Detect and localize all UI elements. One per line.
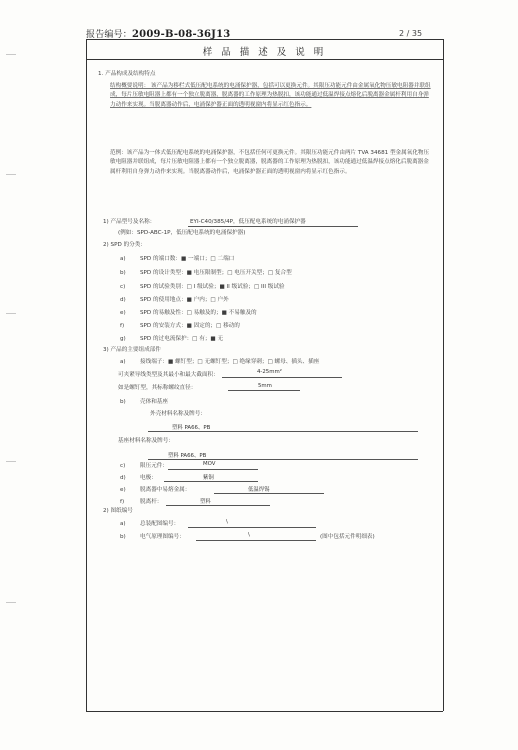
- list-item-letter: e): [120, 310, 126, 316]
- bottom-rule: [86, 711, 443, 712]
- conductor-value: 4-25mm²: [257, 369, 282, 375]
- example-paragraph: 范例：该产品为一体式低压配电系统的电涌保护器，不包括任何可更换元件。其限压功能元件由两片 TVA 34681 型金属氧化物压敏电阻器并联组成，每片压敏电阻器上都有一个独立脱离器，脱离器的工作原理为热脱扣，该功能通过低温焊接点熔化后脱离器金属杆利用自身弹力动作来实现。当脱离器动作后，电涌保护器正面的透明视窗内将显示红色指示。: [110, 150, 430, 175]
- fusible-metal-value: 低温焊锡: [248, 487, 270, 493]
- base-material-underline: [148, 459, 418, 460]
- release-lever-value: 塑料: [200, 499, 211, 505]
- release-lever-underline: [166, 505, 270, 506]
- list-item: SPD 的易触及性：□ 易触及的；■ 不易触及的: [140, 310, 257, 316]
- model-example: (例如：SPD-ABC-1P，低压配电系统的电涌保护器): [118, 230, 246, 236]
- fusible-metal-underline: [214, 493, 324, 494]
- conductor-label: 可夹紧导线类型及其最小和最大截面积：: [118, 372, 219, 378]
- part-letter: f): [120, 499, 125, 505]
- electrode-label: 电极：: [140, 475, 157, 481]
- report-number-value: 2009-B-08-36J13: [132, 29, 231, 40]
- list-item-letter: d): [120, 297, 126, 303]
- margin-mark: [6, 54, 16, 55]
- shell-material-value: 塑料 PA66、PB: [172, 425, 211, 431]
- screw-label: 如是螺钉型，其标称螺纹直径：: [118, 385, 197, 391]
- classification-heading: 2) SPD 的分类：: [103, 242, 146, 248]
- housing-letter: b): [120, 399, 126, 405]
- margin-mark: [6, 174, 16, 175]
- structure-summary: 结构概要说明： 该产品为移栏式低压配电系统的电涌保护器，包括可以更换元件。其限压功能元件由金属氧化物压敏电阻器并联组成，每片压敏电阻器上都有一个独立脱离器，脱离器的工作原理为热脱扣，该功能通过低温焊接点熔化后脱离器金属杆利用自身弹力动作来实现。当脱离器动作后，电涌保护器正面的透明视窗内将显示红色指示。: [110, 83, 431, 108]
- page-number: 2 / 35: [399, 29, 423, 38]
- voltage-limiter-label: 限压元件：: [140, 463, 168, 469]
- shell-material-label: 外壳材料名称及牌号：: [150, 411, 206, 417]
- list-item-letter: g): [120, 336, 126, 342]
- report-number-label: 报告编号：: [86, 30, 133, 40]
- assembly-drawing-underline: [188, 527, 316, 528]
- schematic-letter: b): [120, 534, 126, 540]
- assembly-drawing-value: \: [226, 519, 228, 525]
- schematic-drawing-underline: [196, 540, 316, 541]
- electrode-value: 紫铜: [203, 475, 214, 481]
- list-item-letter: c): [120, 284, 126, 290]
- schematic-drawing-value: \: [248, 532, 250, 538]
- release-lever-label: 脱离杆：: [140, 499, 163, 505]
- part-letter: c): [120, 463, 126, 469]
- margin-mark: [6, 313, 16, 314]
- schematic-drawing-label: 电气原理图编号：: [140, 534, 185, 540]
- list-item: SPD 的试验类别：□ I 级试验；■ II 级试验；□ III 级试验: [140, 284, 285, 290]
- list-item: SPD 的使用地点：■ 户内；□ 户外: [140, 297, 229, 303]
- voltage-limiter-value: MOV: [203, 461, 216, 467]
- list-item: SPD 的端口数：■ 一端口；□ 二端口: [140, 256, 235, 262]
- section-heading: 1. 产品构成及结构特点: [98, 71, 156, 77]
- screw-underline: [228, 390, 300, 391]
- terminal-letter: a): [120, 359, 126, 365]
- top-rule: [86, 39, 443, 40]
- main-parts-heading: 3) 产品的主要组成部件: [103, 347, 161, 353]
- model-label: 1) 产品型号及名称：: [103, 219, 156, 225]
- list-item-letter: a): [120, 256, 126, 262]
- list-item-letter: f): [120, 323, 125, 329]
- housing-label: 壳体和基座: [140, 399, 168, 405]
- conductor-underline: [222, 377, 342, 378]
- electrode-underline: [164, 481, 258, 482]
- right-border: [443, 39, 444, 711]
- model-value: EYI-C40/385/4P，低压配电系统的电涌保护器: [190, 219, 306, 225]
- assembly-letter: a): [120, 521, 126, 527]
- model-underline: [188, 226, 358, 227]
- terminal-type: 接线端子：■ 螺钉型；□ 无螺钉型；□ 绝缘穿刺；□ 螺母、插头、插座: [140, 359, 320, 365]
- list-item: SPD 的安装方式：■ 固定的；□ 移动的: [140, 323, 240, 329]
- base-material-label: 基座材料名称及牌号：: [118, 438, 174, 444]
- left-border: [86, 39, 87, 711]
- assembly-drawing-label: 总装配图编号：: [140, 521, 180, 527]
- part-letter: e): [120, 487, 126, 493]
- list-item: SPD 的过电流保护：□ 有；■ 无: [140, 336, 224, 342]
- screw-value: 5mm: [258, 383, 272, 389]
- schematic-note: (图中包括元件明细表): [320, 534, 375, 540]
- list-item: SPD 的设计类型：■ 电压限制型；□ 电压开关型；□ 复合型: [140, 270, 292, 276]
- title-rule: [86, 59, 443, 60]
- part-letter: d): [120, 475, 126, 481]
- drawings-heading: 2) 图纸编号: [103, 508, 133, 514]
- voltage-limiter-underline: [168, 469, 258, 470]
- shell-material-underline: [148, 431, 418, 432]
- fusible-metal-label: 脱离器中易熔金属：: [140, 487, 191, 493]
- margin-mark: [6, 602, 16, 603]
- margin-mark: [6, 461, 16, 462]
- list-item-letter: b): [120, 270, 126, 276]
- page-title: 样 品 描 述 及 说 明: [202, 47, 327, 58]
- base-material-value: 塑料 PA66、PB: [168, 453, 207, 459]
